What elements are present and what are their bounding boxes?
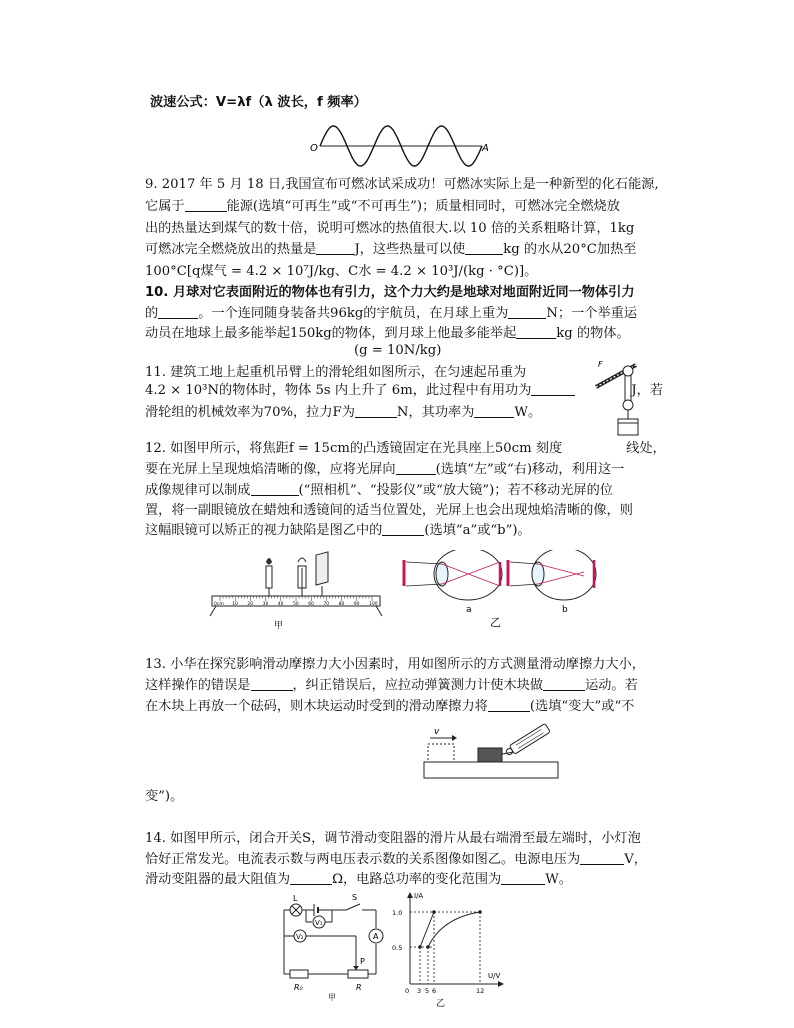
q13-line-3: 在木块上再放一个砝码，则木块运动时受到的滑动摩擦力将 (选填“变大”或“不 xyxy=(145,699,635,714)
q13-blank-3[interactable] xyxy=(488,697,530,712)
q13-line-4: 变”)。 xyxy=(145,789,184,804)
friction-experiment-figure xyxy=(422,722,562,784)
q10-blank-3[interactable] xyxy=(516,324,556,339)
ruler-mark-label: 10 xyxy=(232,602,238,607)
optical-bench-caption: 甲 xyxy=(274,621,284,630)
q12-blank-3[interactable] xyxy=(382,521,424,536)
optical-bench-figure xyxy=(208,548,388,630)
q9-line-1: 9. 2017 年 5 月 18 日,我国宣布可燃冰试采成功！可燃冰实际上是一种新型的化石能源, xyxy=(145,177,659,192)
q9-blank-1[interactable] xyxy=(185,197,227,212)
q9-blank-3[interactable] xyxy=(465,240,503,255)
iv-graph xyxy=(390,888,510,1010)
slider-label: P xyxy=(360,957,365,966)
q12-blank-1[interactable] xyxy=(396,460,436,475)
ruler-mark-label: 80 xyxy=(338,602,345,607)
wave-end-label: A xyxy=(482,143,489,154)
ruler-mark-label: 0cm xyxy=(214,602,224,607)
q13-line-1: 13. 小华在探究影响滑动摩擦力大小因素时，用如图所示的方式测量滑动摩擦力大小， xyxy=(145,657,645,672)
q12-line-3: 成像规律可以制成 (“照相机”、“投影仪”或“放大镜”)；若不移动光屏的位 xyxy=(145,483,613,498)
q10-line-3: 动员在地球上最多能举起150kg的物体，到月球上他最多能举起 kg 的物体。 xyxy=(145,326,630,341)
graph-ylabel: I/A xyxy=(414,892,424,900)
q9-line-2: 它属于 能源(选填“可再生”或“不可再生”)；质量相同时，可燃冰完全燃烧放 xyxy=(145,199,620,214)
q14-blank-3[interactable] xyxy=(501,870,545,885)
ruler-mark-label: 50 xyxy=(293,602,299,607)
q11-line-1: 11. 建筑工地上起重机吊臂上的滑轮组如图所示，在匀速起吊重为 xyxy=(145,365,527,380)
ruler-mark-label: 60 xyxy=(308,602,314,607)
eye-figure-caption: 乙 xyxy=(490,616,501,629)
switch-label: S xyxy=(352,893,358,902)
q9-line-5: 100°C[q煤气 = 4.2 × 10⁷J/kg、C水 = 4.2 × 10³J/(kg · °C)]。 xyxy=(145,264,538,279)
pulley-crane-figure xyxy=(592,357,648,439)
sine-wave-figure xyxy=(306,118,496,170)
q10-blank-1[interactable] xyxy=(158,304,198,319)
voltmeter-1-label: V₁ xyxy=(315,919,323,927)
q13-blank-2[interactable] xyxy=(543,676,585,691)
graph-xlabel: U/V xyxy=(488,972,501,980)
ruler-mark-label: 70 xyxy=(323,602,330,607)
xtick-12: 12 xyxy=(476,987,485,995)
circuit-caption: 甲 xyxy=(328,993,336,1002)
wave-formula: 波速公式：V=λf（λ 波长，f 频率） xyxy=(150,95,367,110)
ruler-mark-label: 30 xyxy=(262,602,269,607)
q9-blank-2[interactable] xyxy=(316,240,354,255)
q10-blank-2[interactable] xyxy=(508,304,546,319)
eye-b-label: b xyxy=(562,605,568,615)
q12-line-1: 12. 如图甲所示，将焦距f = 15cm的凸透镜固定在光具座上50cm 刻度 线处， xyxy=(145,441,666,456)
q14-blank-1[interactable] xyxy=(580,850,624,865)
q11-blank-1[interactable] xyxy=(531,381,575,396)
q12-line-5: 这幅眼镜可以矫正的视力缺陷是图乙中的 (选填“a”或“b”)。 xyxy=(145,523,531,538)
q9-line-4: 可燃冰完全燃烧放出的热量是 J，这些热量可以使 kg 的水从20°C加热至 xyxy=(145,242,637,257)
ammeter-label: A xyxy=(373,932,379,941)
ytick-1: 1.0 xyxy=(392,909,403,917)
xtick-3: 3 xyxy=(417,987,422,995)
wave-origin-label: O xyxy=(310,143,318,154)
q11-line-3: 滑轮组的机械效率为70%，拉力F为 N，其功率为 W。 xyxy=(145,405,542,420)
q12-blank-2[interactable] xyxy=(251,481,299,496)
r0-label: R₀ xyxy=(294,983,303,992)
eye-a-label: a xyxy=(466,605,472,615)
voltmeter-2-label: V₂ xyxy=(296,933,304,941)
xtick-6: 6 xyxy=(432,987,437,995)
ytick-2: 0.5 xyxy=(392,944,403,952)
q12-line-2: 要在光屏上呈现烛焰清晰的像，应将光屏向 (选填“左”或“右)移动，利用这一 xyxy=(145,462,625,477)
q13-line-2: 这样操作的错误是 ，纠正错误后，应拉动弹簧测力计使木块做 运动。若 xyxy=(145,678,638,693)
q14-line-3: 滑动变阻器的最大阻值为 Ω，电路总功率的变化范围为 W。 xyxy=(145,872,572,887)
lamp-label: L xyxy=(293,894,298,903)
q14-line-2: 恰好正常发光。电流表示数与两电压表示数的关系图像如图乙。电源电压为 V， xyxy=(145,852,647,867)
ruler-mark-label: 100 xyxy=(369,602,378,607)
ruler-mark-label: 40 xyxy=(277,602,284,607)
xtick-0: 0 xyxy=(405,987,410,995)
ruler-mark-label: 90 xyxy=(353,602,360,607)
q10-line-2: 的 。一个连同随身装备共96kg的宇航员，在月球上重为 N；一个举重运 xyxy=(145,306,638,321)
q14-line-1: 14. 如图甲所示，闭合开关S，调节滑动变阻器的滑片从最右端滑至最左端时，小灯泡 xyxy=(145,831,641,846)
q9-line-3: 出的热量达到煤气的数十倍，说明可燃冰的热值很大.以 10 倍的关系粗略计算，1kg xyxy=(145,221,635,236)
q13-blank-1[interactable] xyxy=(251,676,293,691)
xtick-5: 5 xyxy=(425,987,430,995)
eye-defects-figure xyxy=(396,550,606,630)
circuit-diagram xyxy=(276,892,394,1002)
q11-line-2: 4.2 × 10³N的物体时，物体 5s 内上升了 6m，此过程中有用功为 J，若 xyxy=(145,383,664,398)
q11-blank-2[interactable] xyxy=(355,403,397,418)
pulley-force-label: F xyxy=(598,360,603,369)
rheostat-label: R xyxy=(356,983,362,992)
q10-gravity-note: (g = 10N/kg) xyxy=(354,343,442,358)
velocity-label: v xyxy=(434,727,440,737)
q12-line-4: 置，将一副眼镜放在蜡烛和透镜间的适当位置处，光屏上也会出现烛焰清晰的像，则 xyxy=(145,503,633,518)
q11-blank-3[interactable] xyxy=(474,403,514,418)
q14-blank-2[interactable] xyxy=(290,870,332,885)
q10-line-1: 10. 月球对它表面附近的物体也有引力，这个力大约是地球对地面附近同一物体引力 xyxy=(145,285,635,300)
graph-caption: 乙 xyxy=(436,999,446,1009)
ruler-mark-label: 20 xyxy=(247,602,254,607)
